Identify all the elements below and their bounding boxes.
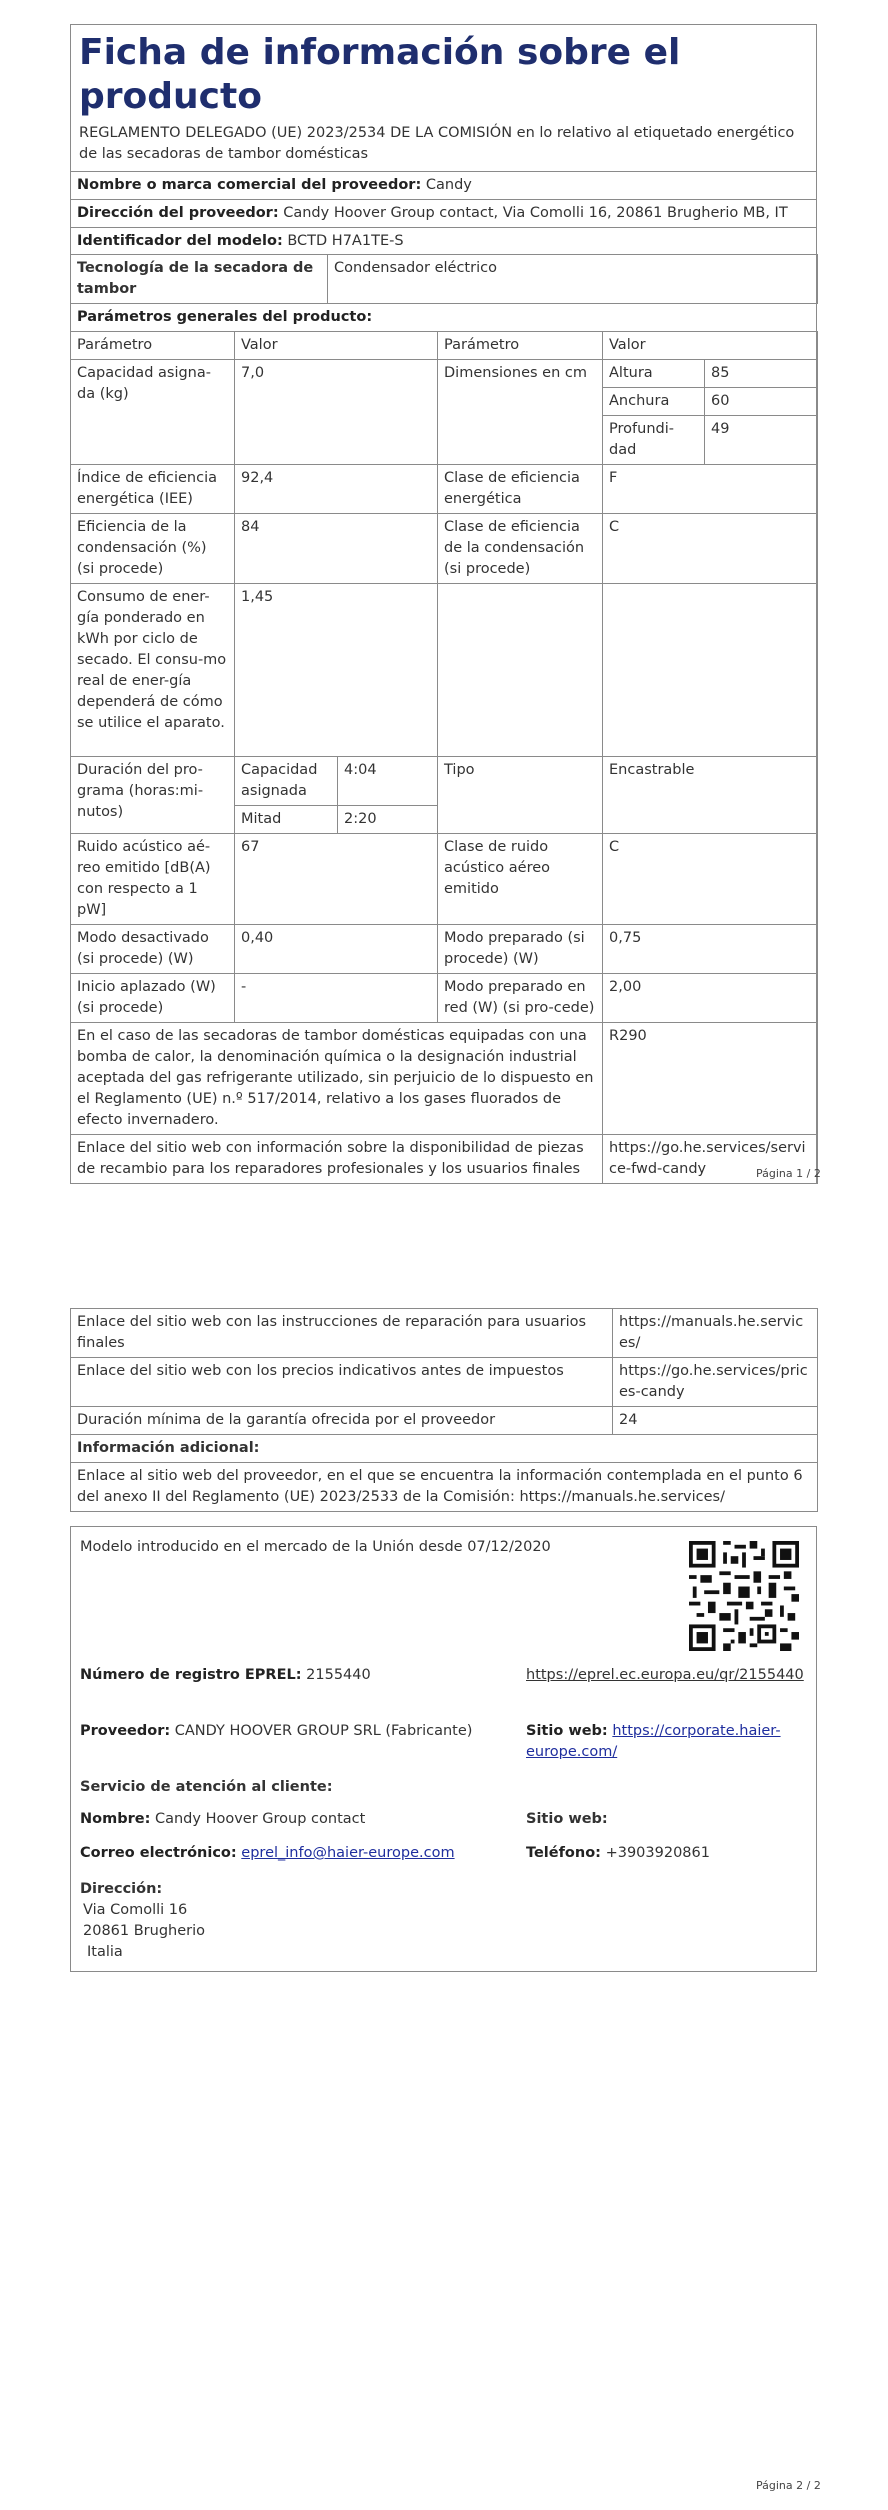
duration-full-value: 4:04 [338, 757, 438, 806]
contact-phone-row [526, 1843, 710, 1864]
duration-half-value: 2:20 [338, 806, 438, 834]
condensation-label: Eficiencia de la condensación (%) (si procede) [71, 514, 235, 584]
height-label: Altura [603, 360, 705, 388]
eei-value: 92,4 [235, 465, 438, 514]
extra-info-label: Información adicional: [71, 1435, 818, 1463]
contact-phone-value: +3903920861 [605, 1845, 710, 1861]
off-mode-value: 0,40 [235, 925, 438, 974]
duration-label: Duración del pro-grama (horas:mi-nutos) [71, 757, 235, 834]
price-link[interactable]: https://go.he.services/prices-candy [613, 1358, 818, 1407]
energy-class-value: F [603, 465, 818, 514]
empty-cell [438, 584, 603, 757]
noise-class-label: Clase de ruido acústico aéreo emitido [438, 834, 603, 925]
page-1-sheet [70, 24, 817, 1184]
contact-address-line-3: Italia [87, 1944, 123, 1960]
eprel-website-label: Sitio web: [526, 1723, 608, 1739]
header-param-1: Parámetro [71, 332, 235, 360]
contact-name-row [80, 1809, 365, 1830]
spare-parts-label: Enlace del sitio web con información sobre la disponibilidad de piezas de recambio para los reparadores profesionales y los usuarios finales [71, 1135, 603, 1184]
depth-label: Profundi-dad [603, 416, 705, 465]
eprel-panel [70, 1526, 817, 1972]
empty-cell [603, 584, 818, 757]
eprel-reg-value: 2155440 [306, 1667, 371, 1683]
contact-email-label: Correo electrónico: [80, 1845, 237, 1861]
eei-label: Índice de eficiencia energética (IEE) [71, 465, 235, 514]
spare-parts-link[interactable]: https://go.he.services/service-fwd-candy [603, 1135, 818, 1184]
page-number: Página 1 / 2 [756, 1167, 821, 1180]
page-title: Ficha de información sobre el producto [79, 32, 681, 117]
eprel-supplier-value: CANDY HOOVER GROUP SRL (Fabricante) [174, 1723, 473, 1739]
header-value-1: Valor [235, 332, 438, 360]
brand-label: Nombre o marca comercial del proveedor: [77, 177, 422, 193]
contact-phone-label: Teléfono: [526, 1845, 601, 1861]
eprel-website-link[interactable]: https://corporate.haier-europe.com/ [526, 1723, 781, 1760]
eprel-reg-row [80, 1665, 371, 1686]
eprel-supplier-row [80, 1721, 472, 1742]
energy-class-label: Clase de eficiencia energética [438, 465, 603, 514]
width-value: 60 [705, 388, 818, 416]
refrigerant-label: En el caso de las secadoras de tambor domésticas equipadas con una bomba de calor, la denominación química o la designación industrial aceptada del gas refrigerante utilizado, sin perjuicio de lo dispuesto en el Reglamento (UE) n.º 517/2014, relativo a los gases fluorados de efecto invernadero. [71, 1023, 603, 1135]
dimensions-label: Dimensiones en cm [438, 360, 603, 465]
extra-info-text: Enlace al sitio web del proveedor, en el que se encuentra la información contemplada en el punto 6 del anexo II del Reglamento (UE) 2023/2533 de la Comisión: https://manuals.he.services/ [71, 1463, 818, 1512]
refrigerant-value: R290 [603, 1023, 818, 1135]
params-section-label: Parámetros generales del producto: [77, 309, 373, 325]
network-standby-value: 2,00 [603, 974, 818, 1023]
eprel-reg-link[interactable]: https://eprel.ec.europa.eu/qr/2155440 [526, 1667, 804, 1683]
contact-name-label: Nombre: [80, 1811, 151, 1827]
params-table [70, 331, 818, 1184]
energy-consumption-value: 1,45 [235, 584, 438, 757]
contact-email-row [80, 1843, 455, 1864]
condensation-class-label: Clase de eficiencia de la condensación (si procede) [438, 514, 603, 584]
noise-class-value: C [603, 834, 818, 925]
brand-row [71, 171, 816, 199]
eprel-website-row [526, 1721, 811, 1763]
standby-value: 0,75 [603, 925, 818, 974]
condensation-class-value: C [603, 514, 818, 584]
qr-code-icon [689, 1541, 799, 1651]
market-date-text: Modelo introducido en el mercado de la Unión desde 07/12/2020 [80, 1539, 551, 1555]
depth-value: 49 [705, 416, 818, 465]
contact-website-label: Sitio web: [526, 1811, 608, 1827]
capacity-value: 7,0 [235, 360, 438, 465]
contact-address-label: Dirección: [80, 1881, 163, 1897]
tech-value: Condensador eléctrico [328, 255, 818, 304]
capacity-label: Capacidad asigna-da (kg) [71, 360, 235, 465]
off-mode-label: Modo desactivado (si procede) (W) [71, 925, 235, 974]
warranty-value: 24 [613, 1407, 818, 1435]
delay-start-label: Inicio aplazado (W) (si procede) [71, 974, 235, 1023]
repair-table [70, 1308, 818, 1512]
condensation-value: 84 [235, 514, 438, 584]
type-value: Encastrable [603, 757, 818, 834]
height-value: 85 [705, 360, 818, 388]
contact-address-line-1: Via Comolli 16 [83, 1902, 188, 1918]
delay-start-value: - [235, 974, 438, 1023]
repair-label: Enlace del sitio web con las instrucciones de reparación para usuarios finales [71, 1309, 613, 1358]
tech-table [70, 254, 818, 304]
page-subtitle: REGLAMENTO DELEGADO (UE) 2023/2534 DE LA COMISIÓN en lo relativo al etiquetado energético de las secadoras de tambor domésticas [79, 125, 795, 162]
type-label: Tipo [438, 757, 603, 834]
header-param-2: Parámetro [438, 332, 603, 360]
tech-label: Tecnología de la secadora de tambor [71, 255, 328, 304]
standby-label: Modo preparado (si procede) (W) [438, 925, 603, 974]
noise-value: 67 [235, 834, 438, 925]
contact-email-link[interactable]: eprel_info@haier-europe.com [241, 1845, 455, 1861]
energy-consumption-label: Consumo de ener-gía ponderado en kWh por ciclo de secado. El consu-mo real de ener-gía dependerá de cómo se utilice el aparato. [71, 584, 235, 757]
network-standby-label: Modo preparado en red (W) (si pro-cede) [438, 974, 603, 1023]
brand-value: Candy [425, 177, 472, 193]
page-2-table [70, 1308, 817, 1512]
contact-address-line-2: 20861 Brugherio [83, 1923, 206, 1939]
noise-label: Ruido acústico aé-reo emitido [dB(A) con respecto a 1 pW] [71, 834, 235, 925]
warranty-label: Duración mínima de la garantía ofrecida por el proveedor [71, 1407, 613, 1435]
eprel-supplier-label: Proveedor: [80, 1723, 171, 1739]
repair-link[interactable]: https://manuals.he.services/ [613, 1309, 818, 1358]
address-value: Candy Hoover Group contact, Via Comolli 16, 20861 Brugherio MB, IT [283, 205, 788, 221]
header-value-2: Valor [603, 332, 818, 360]
width-label: Anchura [603, 388, 705, 416]
price-label: Enlace del sitio web con los precios indicativos antes de impuestos [71, 1358, 613, 1407]
model-row [71, 227, 816, 255]
duration-full-label: Capacidad asignada [235, 757, 338, 806]
address-row [71, 199, 816, 227]
duration-half-label: Mitad [235, 806, 338, 834]
contact-name-value: Candy Hoover Group contact [154, 1811, 366, 1827]
address-label: Dirección del proveedor: [77, 205, 279, 221]
page-number: Página 2 / 2 [756, 2479, 821, 2492]
model-value: BCTD H7A1TE-S [287, 233, 404, 249]
eprel-reg-label: Número de registro EPREL: [80, 1667, 302, 1683]
customer-service-label: Servicio de atención al cliente: [80, 1779, 333, 1795]
model-label: Identificador del modelo: [77, 233, 283, 249]
